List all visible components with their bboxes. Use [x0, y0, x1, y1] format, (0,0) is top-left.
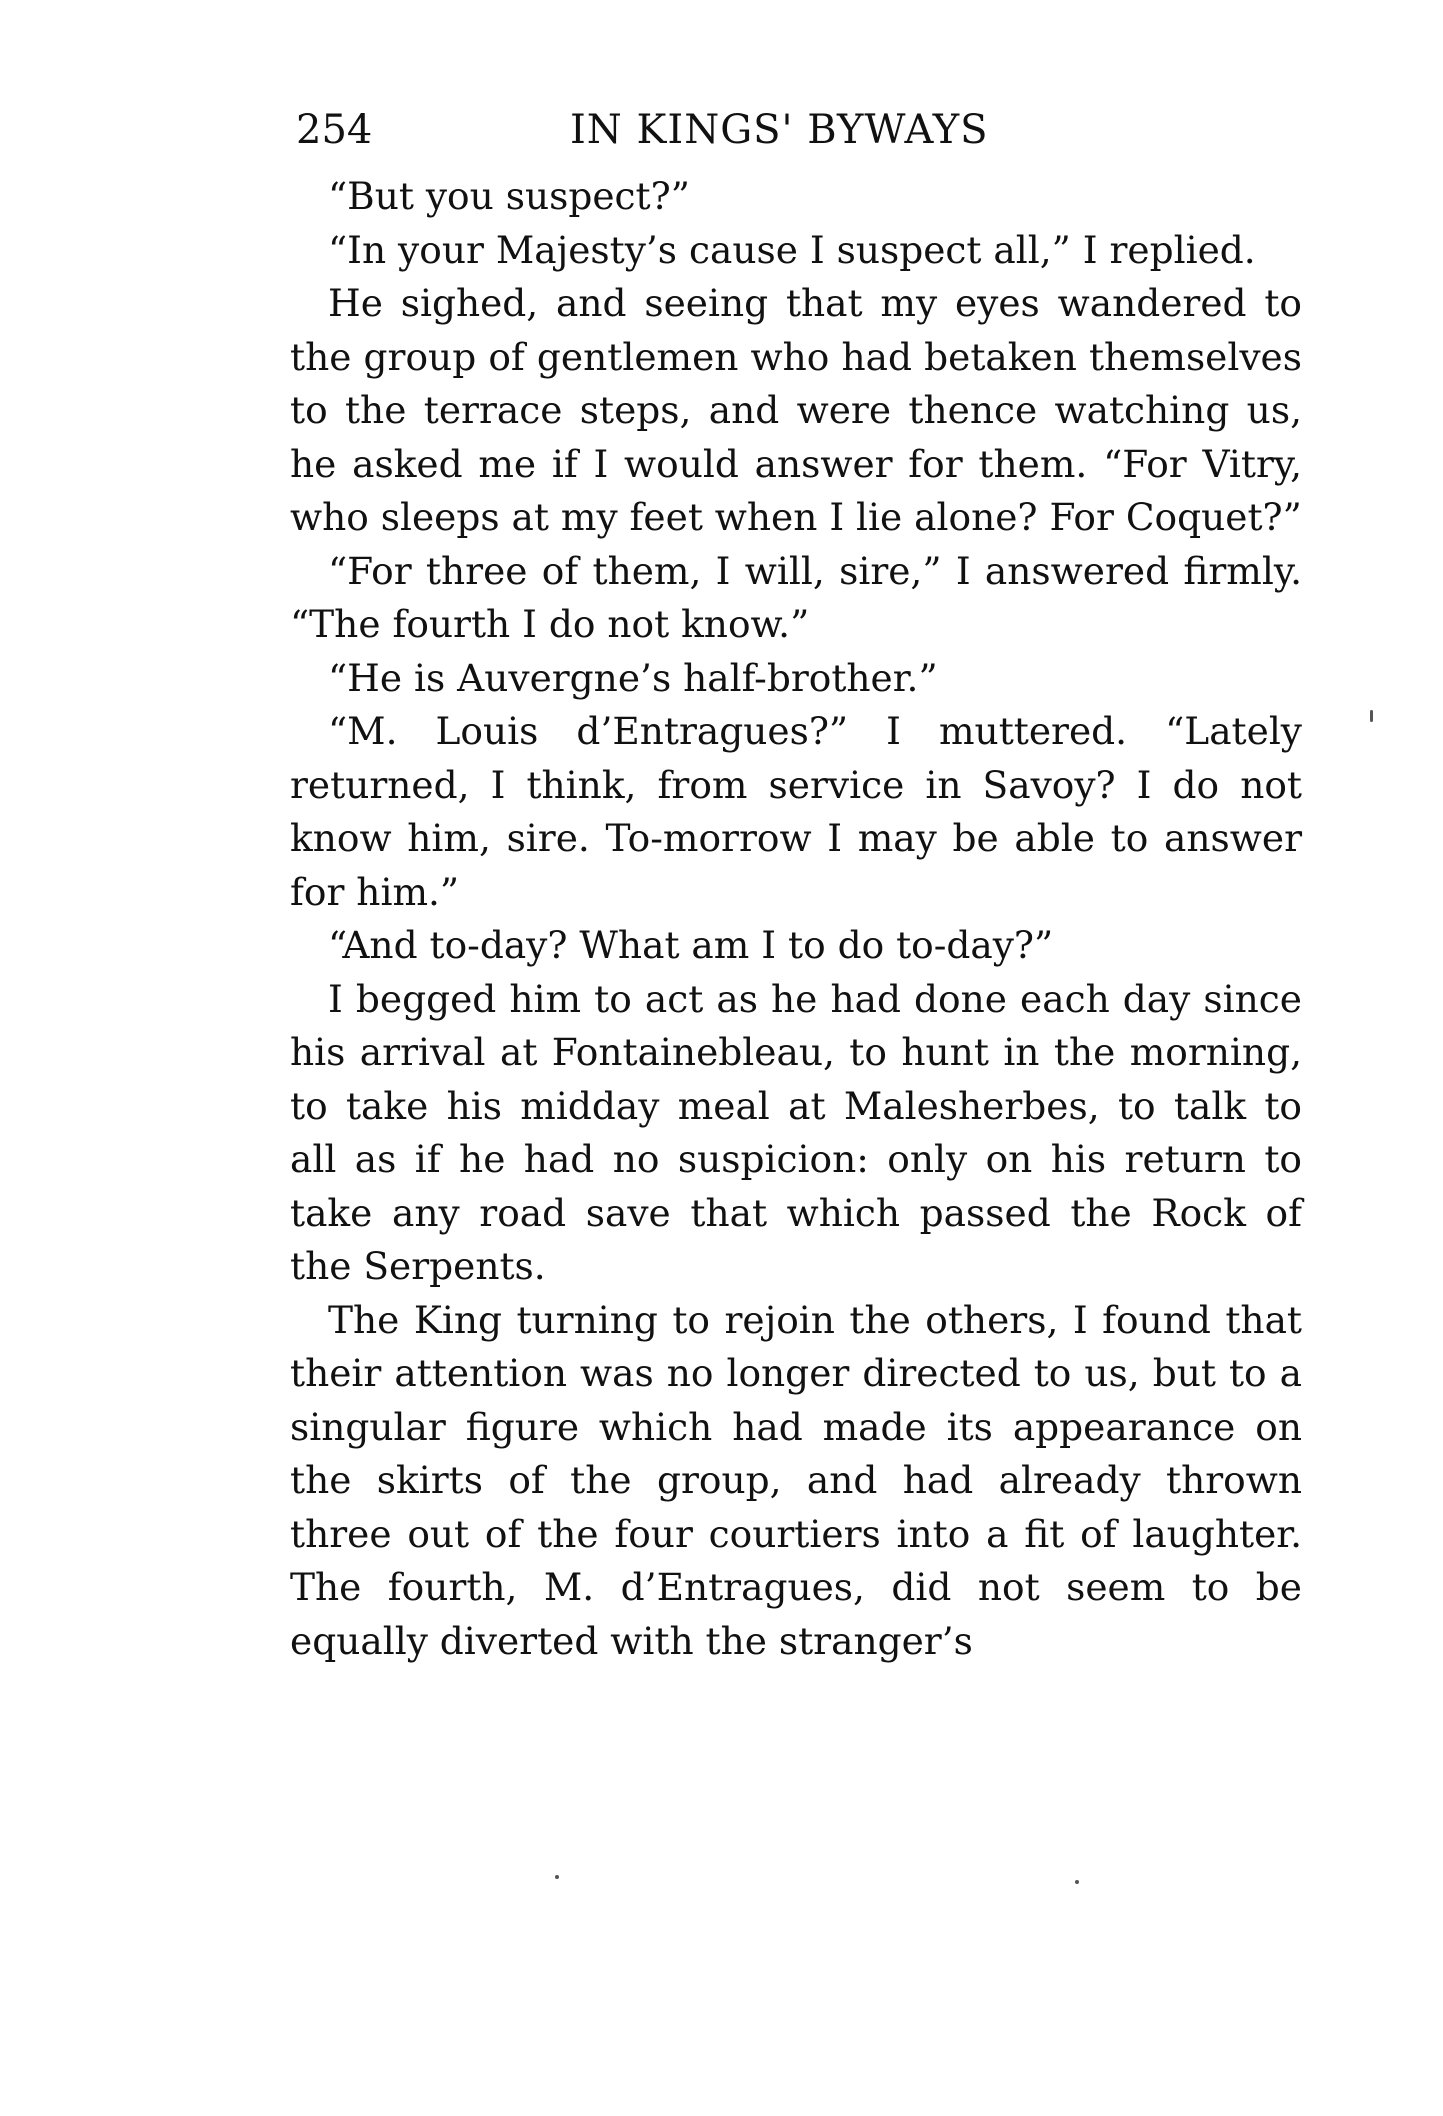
body-text [290, 170, 1302, 1668]
paragraph: “And to-day? What am I to do to-day?” [328, 923, 1054, 967]
ink-speck [1370, 710, 1373, 722]
paragraph: “But you suspect?” [328, 174, 690, 218]
paragraph: “He is Auvergne’s half-brother.” [328, 655, 938, 700]
paragraph: “For three of them, I will, sire,” I answered firmly. “The fourth I do not know.” [290, 548, 1302, 646]
running-head [290, 100, 1302, 160]
paragraph: “M. Louis d’Entragues?” I muttered. “Lately returned, I think, from service in Savoy? I do not know him, sire. To-morrow I may be able to answer for him.” [290, 709, 1302, 914]
paragraph: “In your Majesty’s cause I suspect all,” I replied. [328, 227, 1256, 272]
paragraph: The King turning to rejoin the others, I found that their attention was no longer directed to us, but to a singular figure which had made its appearance on the skirts of the group, and had already thrown three out of the four courtiers into a fit of laughter. The fourth, M. d’Entragues, did not seem to be equally diverted with the stranger’s [290, 1297, 1302, 1663]
running-title: IN KINGS' BYWAYS [570, 107, 989, 153]
ink-speck [1075, 1880, 1079, 1884]
page-number: 254 [296, 107, 373, 153]
paragraph: He sighed, and seeing that my eyes wandered to the group of gentlemen who had betaken themselves to the terrace steps, and were thence watching us, he asked me if I would answer for them. “For Vitry, who sleeps at my feet when I lie alone? For Coquet?” [290, 281, 1302, 539]
paragraph: I begged him to act as he had done each day since his arrival at Fontainebleau, to hunt in the morning, to take his midday meal at Malesherbes, to talk to all as if he had no suspicion: only on his return to take any road save that which passed the Rock of the Serpents. [290, 976, 1302, 1288]
book-page [290, 100, 1302, 1668]
ink-speck [555, 1875, 559, 1879]
